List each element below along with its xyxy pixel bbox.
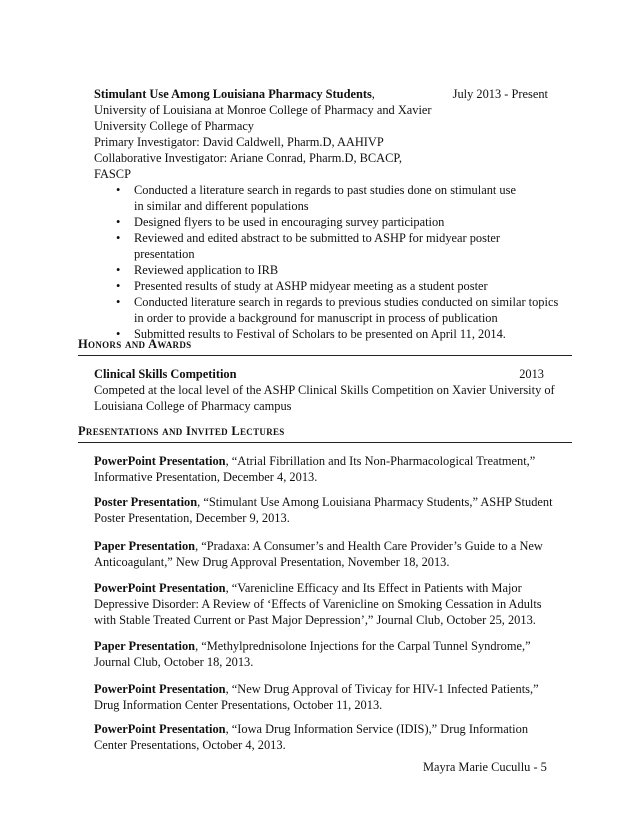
presentation-type: PowerPoint Presentation bbox=[94, 454, 226, 468]
presentation-type: PowerPoint Presentation bbox=[94, 581, 226, 595]
presentation-type: PowerPoint Presentation bbox=[94, 722, 226, 736]
bullet-icon: • bbox=[116, 295, 121, 309]
research-bullet-list bbox=[94, 182, 570, 342]
bullet-icon: • bbox=[116, 183, 121, 197]
presentation-type: PowerPoint Presentation bbox=[94, 682, 226, 696]
award-entry bbox=[94, 366, 570, 414]
research-line: University College of Pharmacy bbox=[94, 119, 255, 133]
bullet-icon: • bbox=[116, 327, 121, 341]
bullet-icon: • bbox=[116, 231, 121, 245]
presentation-item: PowerPoint Presentation, “Varenicline Efficacy and Its Effect in Patients with Major Depressive Disorder: A Review of ‘Effects of Varenicline on Smoking Cessation in Adults with Stable Treated Current or Past Major Depression’,” Journal Club, October 25, 2013. bbox=[94, 581, 542, 627]
award-line: Competed at the local level of the ASHP Clinical Skills Competition on Xavier University of bbox=[94, 383, 555, 397]
presentation-item: Paper Presentation, “Pradaxa: A Consumer’s and Health Care Provider’s Guide to a New Anticoagulant,” New Drug Approval Presentation, November 18, 2013. bbox=[94, 539, 543, 569]
award-year: 2013 bbox=[519, 367, 544, 381]
bullet-icon: • bbox=[116, 215, 121, 229]
presentation-item: PowerPoint Presentation, “Atrial Fibrillation and Its Non-Pharmacological Treatment,” Informative Presentation, December 4, 2013. bbox=[94, 454, 536, 484]
research-title-line bbox=[94, 86, 570, 102]
presentation-item: Paper Presentation, “Methylprednisolone Injections for the Carpal Tunnel Syndrome,” Journal Club, October 18, 2013. bbox=[94, 639, 531, 669]
list-item: • Presented results of study at ASHP midyear meeting as a student poster bbox=[116, 279, 488, 293]
award-title: Clinical Skills Competition bbox=[94, 367, 237, 381]
presentation-item: PowerPoint Presentation, “Iowa Drug Information Service (IDIS),” Drug Information Center Presentations, October 4, 2013. bbox=[94, 722, 529, 752]
list-item: • Reviewed application to IRB bbox=[116, 263, 279, 277]
research-entry bbox=[94, 86, 570, 342]
research-date: July 2013 - Present bbox=[452, 87, 548, 101]
list-item: • Submitted results to Festival of Scholars to be presented on April 11, 2014. bbox=[116, 327, 506, 341]
honors-section bbox=[78, 337, 572, 356]
page-footer: Mayra Marie Cucullu - 5 bbox=[423, 760, 547, 774]
research-line: Primary Investigator: David Caldwell, Pharm.D, AAHIVP bbox=[94, 135, 384, 149]
presentations-section bbox=[78, 424, 572, 443]
research-line: FASCP bbox=[94, 167, 131, 181]
research-line: Collaborative Investigator: Ariane Conrad, Pharm.D, BCACP, bbox=[94, 151, 403, 165]
list-item: • Reviewed and edited abstract to be submitted to ASHP for midyear poster presentation bbox=[116, 231, 501, 261]
award-line: Louisiana College of Pharmacy campus bbox=[94, 399, 292, 413]
list-item: • Conducted literature search in regards to previous studies conducted on similar topics in order to provide a background for manuscript in process of publication bbox=[116, 295, 559, 325]
bullet-icon: • bbox=[116, 263, 121, 277]
section-heading: Honors and Awards bbox=[78, 337, 572, 356]
research-line: University of Louisiana at Monroe College of Pharmacy and Xavier bbox=[94, 103, 432, 117]
award-title-line bbox=[94, 366, 570, 382]
bullet-icon: • bbox=[116, 279, 121, 293]
presentation-item: Poster Presentation, “Stimulant Use Among Louisiana Pharmacy Students,” ASHP Student Poster Presentation, December 9, 2013. bbox=[94, 495, 553, 525]
presentation-type: Paper Presentation bbox=[94, 539, 196, 553]
section-heading: Presentations and Invited Lectures bbox=[78, 424, 572, 443]
presentation-item: PowerPoint Presentation, “New Drug Approval of Tivicay for HIV-1 Infected Patients,” Drug Information Center Presentations, October 11, 2013. bbox=[94, 682, 539, 712]
research-title-suffix: , bbox=[371, 87, 375, 101]
research-title: Stimulant Use Among Louisiana Pharmacy Students bbox=[94, 87, 372, 101]
presentation-type: Poster Presentation bbox=[94, 495, 198, 509]
list-item: • Designed flyers to be used in encouraging survey participation bbox=[116, 215, 445, 229]
presentation-type: Paper Presentation bbox=[94, 639, 196, 653]
list-item: • Conducted a literature search in regards to past studies done on stimulant use in similar and different populations bbox=[116, 183, 516, 213]
